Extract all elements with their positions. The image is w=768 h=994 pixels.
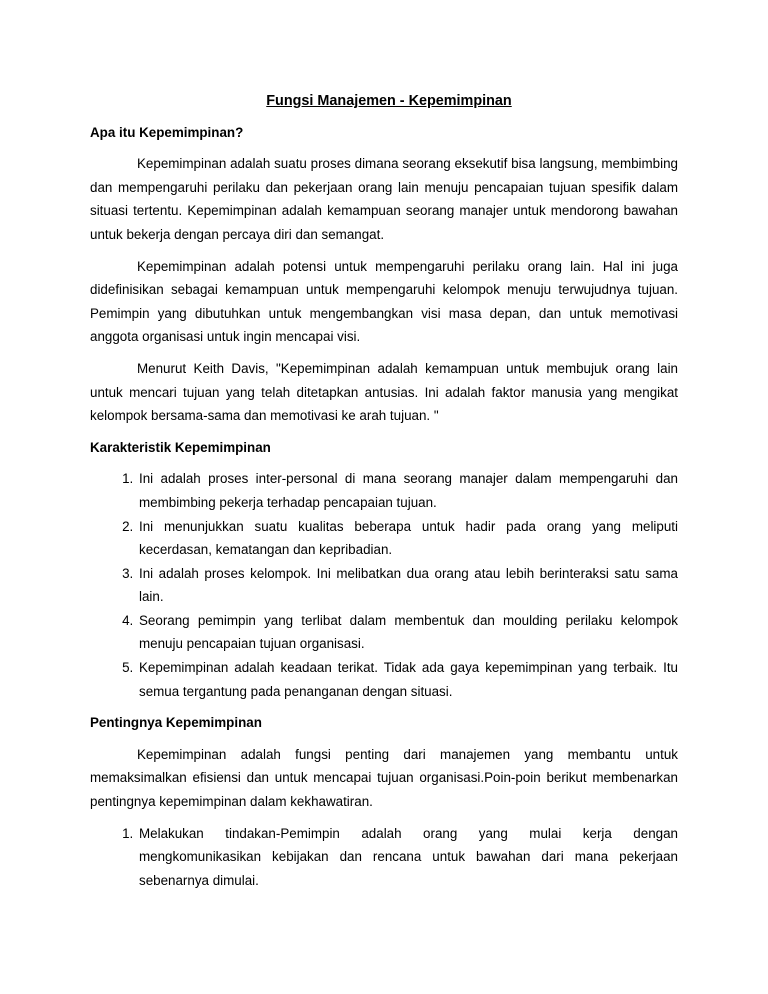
section-heading-apa-itu: Apa itu Kepemimpinan?: [90, 124, 244, 140]
paragraph: Kepemimpinan adalah fungsi penting dari manajemen yang membantu untuk memaksimalkan efisiensi dan untuk mencapai tujuan organisasi.Poin-poin berikut membenarkan pentingnya kepemimpinan dalam kekhawatiran.: [90, 746, 678, 810]
list-item: 1. Melakukan tindakan-Pemimpin adalah orang yang mulai kerja dengan mengkomunikasikan kebijakan dan rencana untuk bawahan dari mana pekerjaan sebenarnya dimulai.: [137, 822, 678, 893]
document-body: [90, 90, 678, 900]
section-heading-pentingnya: Pentingnya Kepemimpinan: [90, 715, 262, 731]
list-item: 4. Seorang pemimpin yang terlibat dalam membentuk dan moulding perilaku kelompok menuju pencapaian tujuan organisasi.: [137, 609, 678, 656]
paragraph: Kepemimpinan adalah suatu proses dimana seorang eksekutif bisa langsung, membimbing dan mempengaruhi perilaku dan pekerjaan orang lain menuju pencapaian tujuan spesifik dalam situasi tertentu. Kepemimpinan adalah kemampuan seorang manajer untuk mendorong bawahan untuk bekerja dengan percaya diri dan semangat.: [90, 156, 678, 242]
importance-list: [90, 822, 678, 893]
list-item: 5. Kepemimpinan adalah keadaan terikat. Tidak ada gaya kepemimpinan yang terbaik. Itu semua tergantung pada penanganan dengan situasi.: [137, 656, 678, 703]
list-item: 2. Ini menunjukkan suatu kualitas beberapa untuk hadir pada orang yang meliputi kecerdasan, kematangan dan kepribadian.: [137, 515, 678, 562]
paragraph: Kepemimpinan adalah potensi untuk mempengaruhi perilaku orang lain. Hal ini juga didefinisikan sebagai kemampuan untuk mempengaruhi kelompok menuju terwujudnya tujuan. Pemimpin yang dibutuhkan untuk mengembangkan visi masa depan, dan untuk memotivasi anggota organisasi untuk ingin mencapai visi.: [90, 258, 678, 345]
characteristics-list: [90, 467, 678, 703]
list-item: 3. Ini adalah proses kelompok. Ini melibatkan dua orang atau lebih berinteraksi satu sama lain.: [137, 562, 678, 609]
document-title: Fungsi Manajemen - Kepemimpinan: [266, 93, 512, 109]
list-item: 1. Ini adalah proses inter-personal di mana seorang manajer dalam mempengaruhi dan membimbing pekerja terhadap pencapaian tujuan.: [137, 467, 678, 514]
paragraph: Menurut Keith Davis, "Kepemimpinan adalah kemampuan untuk membujuk orang lain untuk mencari tujuan yang telah ditetapkan antusias. Ini adalah faktor manusia yang mengikat kelompok bersama-sama dan memotivasi ke arah tujuan. ": [90, 360, 678, 424]
section-heading-karakteristik: Karakteristik Kepemimpinan: [90, 439, 271, 455]
